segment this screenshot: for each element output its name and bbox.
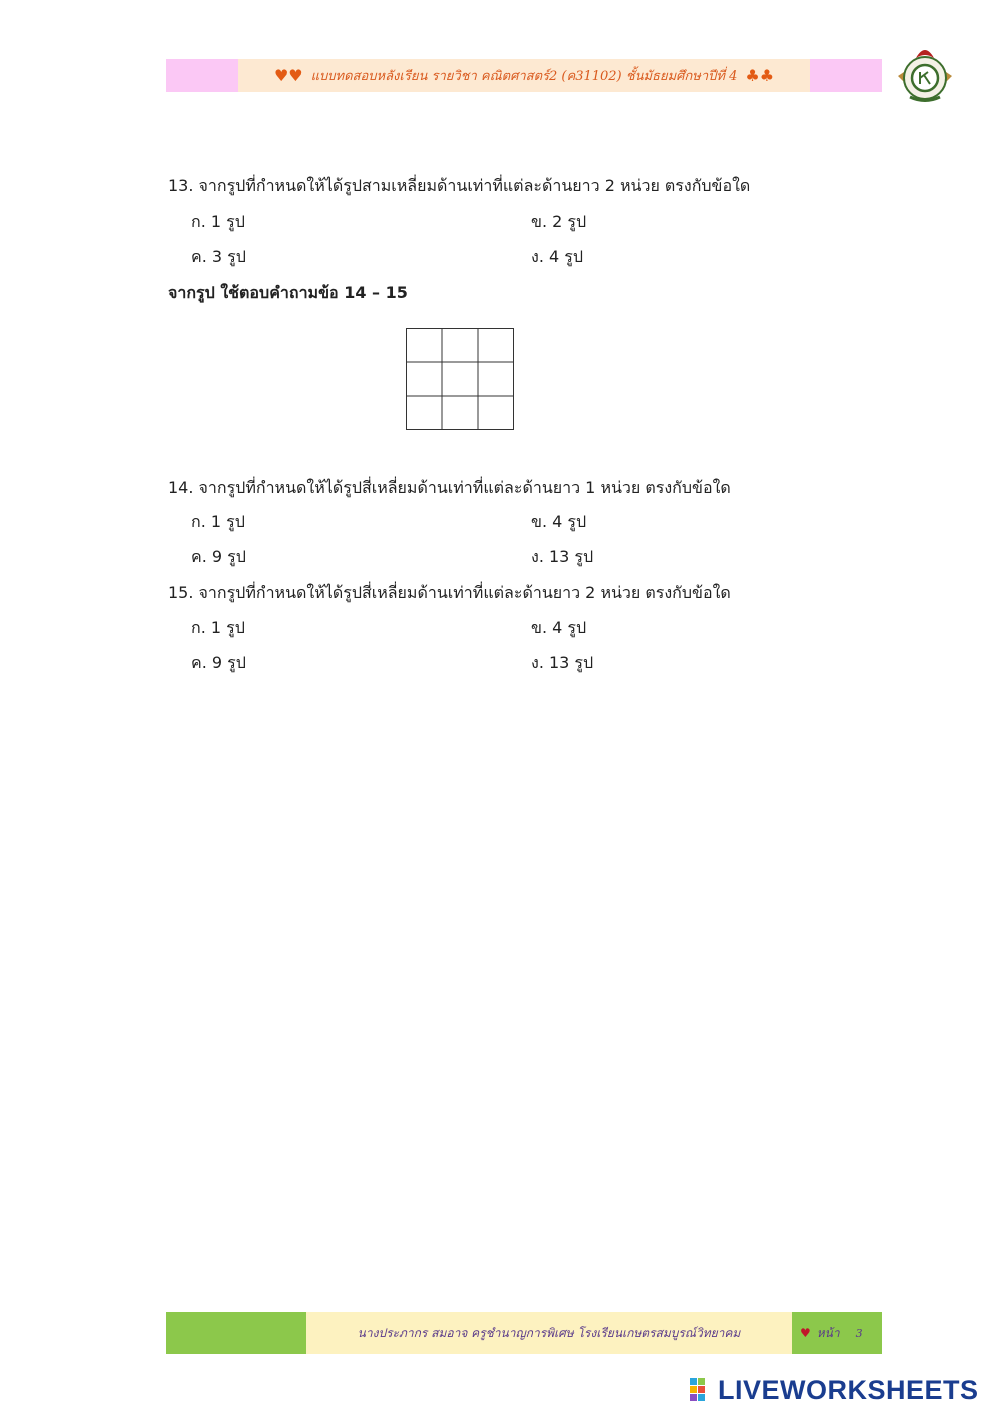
question-13: 13. จากรูปที่กำหนดให้ได้รูปสามเหลี่ยมด้านเท่าที่แต่ละด้านยาว 2 หน่วย ตรงกับข้อใด (168, 176, 751, 195)
header-title-bar (238, 59, 810, 92)
q13-option-b[interactable]: ข. 2 รูป (531, 212, 587, 231)
q15-option-d[interactable]: ง. 13 รูป (531, 653, 594, 672)
page-label: หน้า (816, 1325, 840, 1340)
q15-option-b[interactable]: ข. 4 รูป (531, 618, 587, 637)
q13-option-a[interactable]: ก. 1 รูป (191, 212, 245, 231)
q13-option-c[interactable]: ค. 3 รูป (191, 247, 246, 266)
clubs-icon: ♣♣ (745, 66, 775, 85)
liveworksheets-brand[interactable] (690, 1374, 979, 1406)
footer-page-info (800, 1312, 882, 1354)
page-number: 3 (855, 1326, 863, 1340)
grid-figure-3x3 (406, 328, 514, 430)
hearts-icon: ♥♥ (273, 66, 303, 85)
school-logo-icon (896, 42, 954, 104)
q13-option-d[interactable]: ง. 4 รูป (531, 247, 583, 266)
question-14: 14. จากรูปที่กำหนดให้ได้รูปสี่เหลี่ยมด้านเท่าที่แต่ละด้านยาว 1 หน่วย ตรงกับข้อใด (168, 478, 731, 497)
q14-option-b[interactable]: ข. 4 รูป (531, 512, 587, 531)
q15-option-a[interactable]: ก. 1 รูป (191, 618, 245, 637)
liveworksheets-text: LIVEWORKSHEETS (718, 1374, 979, 1405)
header-title: แบบทดสอบหลังเรียน รายวิชา คณิตศาสตร์2 (ค31102) ชั้นมัธยมศึกษาปีที่ 4 (310, 69, 738, 84)
footer-author: นางประภากร สมอาจ ครูชำนาญการพิเศษ โรงเรียนเกษตรสมบูรณ์วิทยาคม (306, 1312, 792, 1354)
q14-option-a[interactable]: ก. 1 รูป (191, 512, 245, 531)
liveworksheets-logo-icon (690, 1378, 714, 1402)
q14-option-d[interactable]: ง. 13 รูป (531, 547, 594, 566)
q15-option-c[interactable]: ค. 9 รูป (191, 653, 246, 672)
q14-option-c[interactable]: ค. 9 รูป (191, 547, 246, 566)
question-15: 15. จากรูปที่กำหนดให้ได้รูปสี่เหลี่ยมด้านเท่าที่แต่ละด้านยาว 2 หน่วย ตรงกับข้อใด (168, 583, 731, 602)
instruction-14-15: จากรูป ใช้ตอบคำถามข้อ 14 – 15 (168, 283, 408, 302)
heart-icon: ♥ (800, 1326, 811, 1340)
